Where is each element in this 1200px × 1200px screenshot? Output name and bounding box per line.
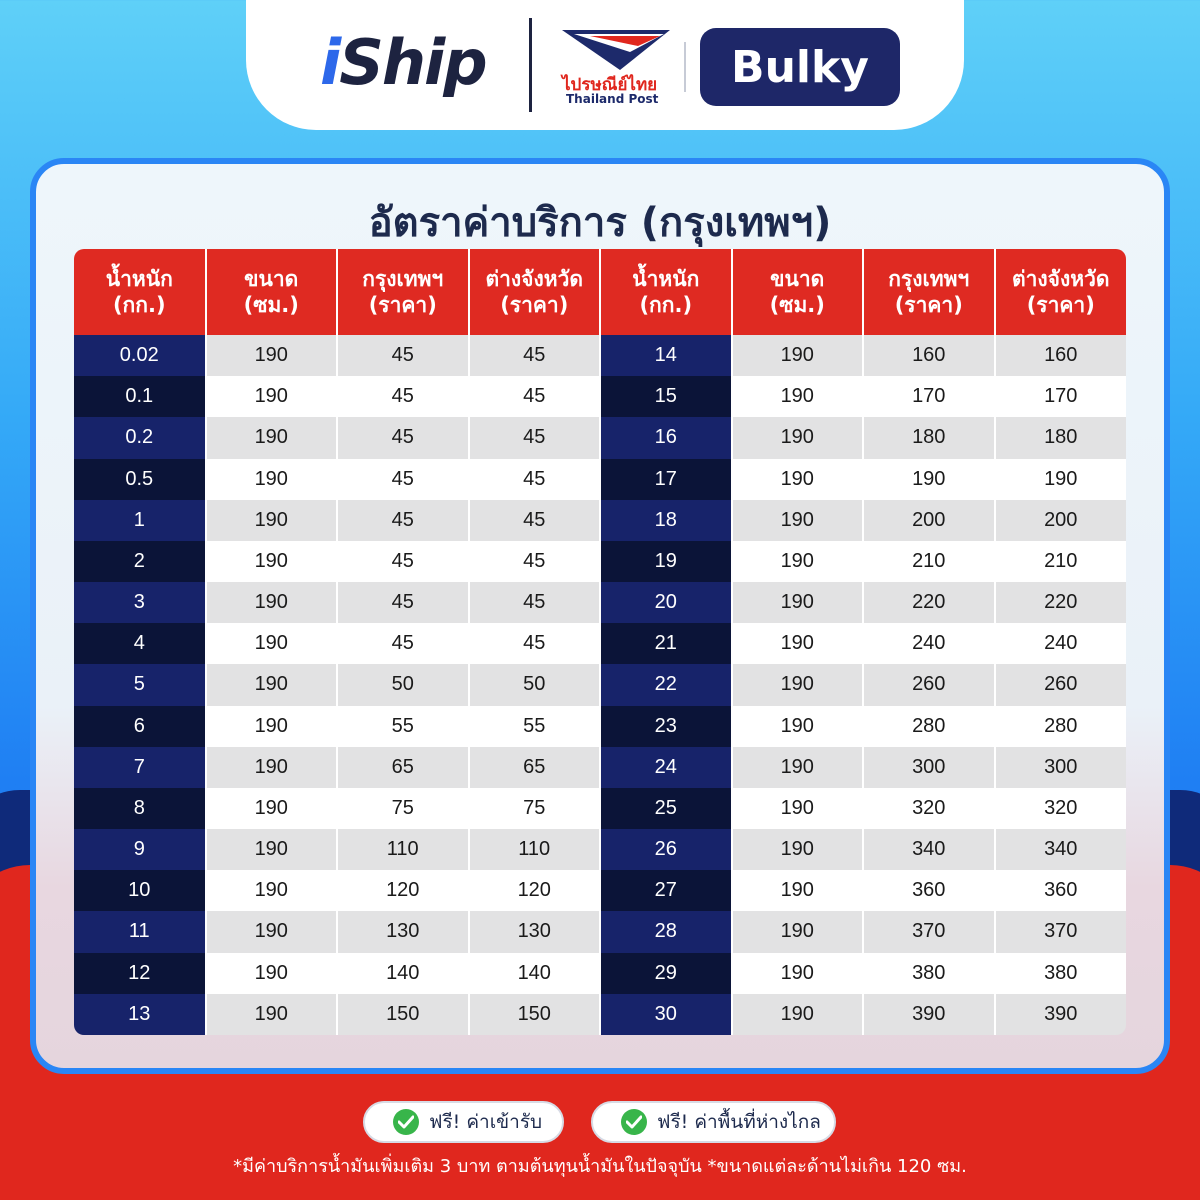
size-cell: 190	[732, 994, 864, 1035]
upcountry-price-cell: 45	[469, 376, 601, 417]
column-header-line: (ซม.)	[243, 293, 299, 317]
column-header	[995, 249, 1127, 335]
upcountry-price-cell: 170	[995, 376, 1127, 417]
column-header-line: ต่างจังหวัด	[1011, 267, 1110, 291]
weight-cell: 25	[600, 788, 732, 829]
weight-cell: 26	[600, 829, 732, 870]
column-header	[469, 249, 601, 335]
upcountry-price-cell: 45	[469, 335, 601, 376]
table-body	[74, 335, 1126, 1035]
weight-cell: 0.2	[74, 417, 206, 458]
column-header	[600, 249, 732, 335]
upcountry-price-cell: 45	[469, 417, 601, 458]
weight-cell: 28	[600, 911, 732, 952]
size-cell: 190	[732, 376, 864, 417]
size-cell: 190	[206, 582, 338, 623]
column-header-line: (ราคา)	[894, 293, 963, 317]
column-header-line: กรุงเทพฯ	[888, 267, 970, 291]
column-header-line: ขนาด	[770, 267, 825, 291]
size-cell: 190	[206, 953, 338, 994]
size-cell: 190	[732, 335, 864, 376]
weight-cell: 0.5	[74, 459, 206, 500]
bangkok-price-cell: 340	[863, 829, 995, 870]
weight-cell: 18	[600, 500, 732, 541]
bangkok-price-cell: 390	[863, 994, 995, 1035]
weight-cell: 4	[74, 623, 206, 664]
upcountry-price-cell: 240	[995, 623, 1127, 664]
column-header-line: (ราคา)	[500, 293, 569, 317]
size-cell: 190	[732, 500, 864, 541]
column-header-line: (กก.)	[112, 293, 166, 317]
upcountry-price-cell: 210	[995, 541, 1127, 582]
bangkok-price-cell: 380	[863, 953, 995, 994]
table-row	[74, 994, 1126, 1035]
weight-cell: 5	[74, 664, 206, 705]
weight-cell: 7	[74, 747, 206, 788]
bangkok-price-cell: 55	[337, 706, 469, 747]
size-cell: 190	[732, 459, 864, 500]
weight-cell: 27	[600, 870, 732, 911]
column-header	[206, 249, 338, 335]
bangkok-price-cell: 45	[337, 459, 469, 500]
bangkok-price-cell: 220	[863, 582, 995, 623]
upcountry-price-cell: 180	[995, 417, 1127, 458]
table-row	[74, 829, 1126, 870]
rate-card-title: อัตราค่าบริการ (กรุงเทพฯ)	[368, 200, 832, 246]
weight-cell: 20	[600, 582, 732, 623]
table-row	[74, 911, 1126, 952]
table-row	[74, 500, 1126, 541]
table-row	[74, 541, 1126, 582]
bangkok-price-cell: 210	[863, 541, 995, 582]
upcountry-price-cell: 300	[995, 747, 1127, 788]
bangkok-price-cell: 320	[863, 788, 995, 829]
weight-cell: 6	[74, 706, 206, 747]
bangkok-price-cell: 110	[337, 829, 469, 870]
weight-cell: 30	[600, 994, 732, 1035]
upcountry-price-cell: 160	[995, 335, 1127, 376]
weight-cell: 0.02	[74, 335, 206, 376]
upcountry-price-cell: 340	[995, 829, 1127, 870]
upcountry-price-cell: 390	[995, 994, 1127, 1035]
size-cell: 190	[732, 747, 864, 788]
upcountry-price-cell: 65	[469, 747, 601, 788]
bangkok-price-cell: 300	[863, 747, 995, 788]
size-cell: 190	[206, 870, 338, 911]
iship-logo: iShip	[320, 26, 486, 99]
column-header-line: (ราคา)	[368, 293, 437, 317]
size-cell: 190	[732, 706, 864, 747]
size-cell: 190	[732, 788, 864, 829]
bangkok-price-cell: 130	[337, 911, 469, 952]
table-row	[74, 459, 1126, 500]
bangkok-price-cell: 240	[863, 623, 995, 664]
table-row	[74, 706, 1126, 747]
bulky-service-badge: Bulky	[700, 28, 900, 106]
weight-cell: 24	[600, 747, 732, 788]
weight-cell: 22	[600, 664, 732, 705]
table-row	[74, 664, 1126, 705]
size-cell: 190	[732, 664, 864, 705]
rate-table	[74, 249, 1126, 1035]
column-header-line: (ราคา)	[1026, 293, 1095, 317]
thailand-post-english-name: Thailand Post	[566, 92, 659, 106]
size-cell: 190	[206, 994, 338, 1035]
bangkok-price-cell: 65	[337, 747, 469, 788]
bangkok-price-cell: 200	[863, 500, 995, 541]
size-cell: 190	[206, 911, 338, 952]
upcountry-price-cell: 45	[469, 541, 601, 582]
table-row	[74, 417, 1126, 458]
upcountry-price-cell: 260	[995, 664, 1127, 705]
footnote: *มีค่าบริการน้ำมันเพิ่มเติม 3 บาท ตามต้นทุนน้ำมันในปัจจุบัน *ขนาดแต่ละด้านไม่เกิน 120 ซม.	[233, 1156, 967, 1177]
badge-label: ฟรี! ค่าเข้ารับ	[429, 1111, 543, 1133]
weight-cell: 23	[600, 706, 732, 747]
size-cell: 190	[206, 788, 338, 829]
upcountry-price-cell: 55	[469, 706, 601, 747]
bangkok-price-cell: 120	[337, 870, 469, 911]
column-header	[74, 249, 206, 335]
badge-label: ฟรี! ค่าพื้นที่ห่างไกล	[657, 1111, 821, 1133]
size-cell: 190	[206, 376, 338, 417]
table-row	[74, 953, 1126, 994]
bangkok-price-cell: 45	[337, 500, 469, 541]
weight-cell: 13	[74, 994, 206, 1035]
bangkok-price-cell: 260	[863, 664, 995, 705]
table-row	[74, 582, 1126, 623]
weight-cell: 21	[600, 623, 732, 664]
column-header-line: น้ำหนัก	[105, 267, 173, 291]
size-cell: 190	[732, 582, 864, 623]
size-cell: 190	[206, 747, 338, 788]
bangkok-price-cell: 45	[337, 541, 469, 582]
upcountry-price-cell: 45	[469, 500, 601, 541]
bangkok-price-cell: 280	[863, 706, 995, 747]
upcountry-price-cell: 110	[469, 829, 601, 870]
upcountry-price-cell: 45	[469, 623, 601, 664]
upcountry-price-cell: 220	[995, 582, 1127, 623]
column-header-line: (ซม.)	[769, 293, 825, 317]
header-divider	[529, 18, 532, 112]
table-row	[74, 788, 1126, 829]
table-row	[74, 335, 1126, 376]
thailand-post-logo-mark	[560, 26, 672, 72]
weight-cell: 15	[600, 376, 732, 417]
size-cell: 190	[206, 829, 338, 870]
bangkok-price-cell: 45	[337, 582, 469, 623]
column-header-line: (กก.)	[639, 293, 693, 317]
size-cell: 190	[206, 664, 338, 705]
weight-cell: 1	[74, 500, 206, 541]
bangkok-price-cell: 370	[863, 911, 995, 952]
table-row	[74, 870, 1126, 911]
weight-cell: 14	[600, 335, 732, 376]
size-cell: 190	[732, 541, 864, 582]
size-cell: 190	[732, 623, 864, 664]
free-remote-area-badge	[591, 1101, 836, 1143]
upcountry-price-cell: 130	[469, 911, 601, 952]
weight-cell: 11	[74, 911, 206, 952]
bangkok-price-cell: 140	[337, 953, 469, 994]
bangkok-price-cell: 180	[863, 417, 995, 458]
weight-cell: 17	[600, 459, 732, 500]
column-header	[863, 249, 995, 335]
bangkok-price-cell: 45	[337, 623, 469, 664]
free-pickup-badge	[363, 1101, 564, 1143]
bangkok-price-cell: 190	[863, 459, 995, 500]
check-circle-icon	[393, 1109, 419, 1135]
column-header-line: น้ำหนัก	[632, 267, 700, 291]
upcountry-price-cell: 150	[469, 994, 601, 1035]
size-cell: 190	[206, 541, 338, 582]
upcountry-price-cell: 320	[995, 788, 1127, 829]
size-cell: 190	[206, 335, 338, 376]
weight-cell: 0.1	[74, 376, 206, 417]
column-header-line: ขนาด	[244, 267, 299, 291]
bangkok-price-cell: 160	[863, 335, 995, 376]
size-cell: 190	[206, 500, 338, 541]
weight-cell: 3	[74, 582, 206, 623]
column-header	[732, 249, 864, 335]
header-divider-small	[684, 42, 686, 92]
thailand-post-thai-name: ไปรษณีย์ไทย	[562, 75, 658, 95]
weight-cell: 10	[74, 870, 206, 911]
upcountry-price-cell: 190	[995, 459, 1127, 500]
weight-cell: 8	[74, 788, 206, 829]
size-cell: 190	[206, 459, 338, 500]
weight-cell: 19	[600, 541, 732, 582]
bangkok-price-cell: 150	[337, 994, 469, 1035]
bangkok-price-cell: 50	[337, 664, 469, 705]
bangkok-price-cell: 75	[337, 788, 469, 829]
bangkok-price-cell: 45	[337, 376, 469, 417]
size-cell: 190	[732, 870, 864, 911]
upcountry-price-cell: 120	[469, 870, 601, 911]
table-row	[74, 376, 1126, 417]
bangkok-price-cell: 45	[337, 335, 469, 376]
upcountry-price-cell: 75	[469, 788, 601, 829]
bangkok-price-cell: 170	[863, 376, 995, 417]
table-row	[74, 747, 1126, 788]
table-row	[74, 623, 1126, 664]
upcountry-price-cell: 370	[995, 911, 1127, 952]
table-header-row	[74, 249, 1126, 335]
column-header	[337, 249, 469, 335]
upcountry-price-cell: 45	[469, 459, 601, 500]
weight-cell: 16	[600, 417, 732, 458]
weight-cell: 2	[74, 541, 206, 582]
size-cell: 190	[206, 623, 338, 664]
bangkok-price-cell: 360	[863, 870, 995, 911]
size-cell: 190	[732, 911, 864, 952]
upcountry-price-cell: 280	[995, 706, 1127, 747]
upcountry-price-cell: 380	[995, 953, 1127, 994]
check-circle-icon	[621, 1109, 647, 1135]
size-cell: 190	[732, 953, 864, 994]
weight-cell: 29	[600, 953, 732, 994]
size-cell: 190	[206, 417, 338, 458]
upcountry-price-cell: 50	[469, 664, 601, 705]
upcountry-price-cell: 360	[995, 870, 1127, 911]
size-cell: 190	[732, 829, 864, 870]
weight-cell: 12	[74, 953, 206, 994]
bangkok-price-cell: 45	[337, 417, 469, 458]
column-header-line: ต่างจังหวัด	[485, 267, 583, 291]
upcountry-price-cell: 45	[469, 582, 601, 623]
weight-cell: 9	[74, 829, 206, 870]
upcountry-price-cell: 140	[469, 953, 601, 994]
size-cell: 190	[732, 417, 864, 458]
size-cell: 190	[206, 706, 338, 747]
upcountry-price-cell: 200	[995, 500, 1127, 541]
column-header-line: กรุงเทพฯ	[362, 267, 444, 291]
